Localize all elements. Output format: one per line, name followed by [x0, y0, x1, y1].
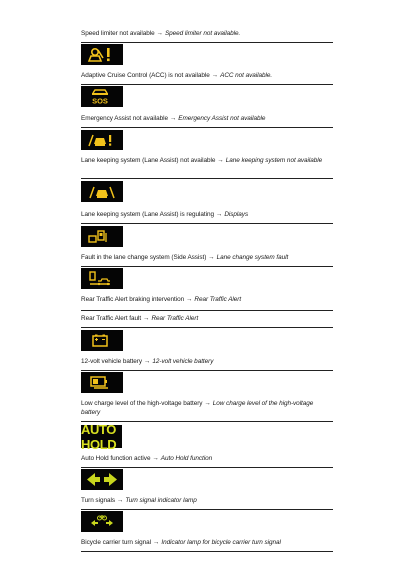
row-divider	[81, 370, 333, 371]
turn-signal-arrows-icon	[81, 469, 123, 490]
entry-text-side-assist: Fault in the lane change system (Side Assist) → Lane change system fault	[81, 254, 289, 261]
row-divider	[81, 327, 333, 328]
entry-text-lane-assist-na: Lane keeping system (Lane Assist) not available → Lane keeping system not available	[81, 157, 323, 164]
speed-limiter-warning-icon	[81, 44, 123, 65]
lane-assist-warning-icon	[81, 130, 123, 150]
row-divider	[81, 467, 333, 468]
row-divider	[81, 551, 333, 552]
entry-text-rear-traffic-braking: Rear Traffic Alert braking intervention → Rear Traffic Alert	[81, 296, 242, 303]
rear-traffic-alert-icon	[81, 268, 123, 289]
entry-text-auto-hold: Auto Hold function active → Auto Hold function	[81, 455, 213, 462]
entry-text-bicycle-carrier: Bicycle carrier turn signal → Indicator lamp for bicycle carrier turn signal	[81, 539, 281, 546]
auto-hold-icon-label: AUTO HOLD	[81, 421, 117, 452]
entry-text-emergency-assist: Emergency Assist not available → Emergency Assist not available	[81, 115, 266, 122]
entry-text-turn-signals: Turn signals → Turn signal indicator lamp	[81, 497, 197, 504]
row-divider	[81, 266, 333, 267]
row-divider	[81, 178, 333, 179]
sos-icon	[81, 86, 123, 107]
high-voltage-battery-icon	[81, 372, 123, 393]
entry-text-12v-battery: 12-volt vehicle battery → 12-volt vehicle battery	[81, 358, 214, 365]
row-divider	[81, 310, 333, 311]
row-divider	[81, 509, 333, 510]
row-divider	[81, 223, 333, 224]
row-divider	[81, 84, 333, 85]
bicycle-carrier-turn-icon	[81, 511, 123, 532]
auto-hold-icon	[81, 421, 122, 452]
battery-icon	[81, 330, 123, 351]
entry-text-speed-limiter: Speed limiter not available → Speed limiter not available.	[81, 30, 241, 37]
entry-text-lane-assist-regulating: Lane keeping system (Lane Assist) is regulating → Displays	[81, 211, 249, 218]
entry-text-acc: Adaptive Cruise Control (ACC) is not available → ACC not available.	[81, 72, 273, 79]
lane-assist-car-icon	[81, 181, 123, 202]
entry-text-rear-traffic-fault: Rear Traffic Alert fault → Rear Traffic Alert	[81, 315, 199, 322]
row-divider	[81, 42, 333, 43]
entry-text-hv-battery: Low charge level of the high-voltage battery → Low charge level of the high-voltage battery	[81, 400, 314, 416]
side-assist-icon	[81, 226, 123, 247]
row-divider	[81, 127, 333, 128]
svg-text:SOS: SOS	[92, 96, 108, 105]
